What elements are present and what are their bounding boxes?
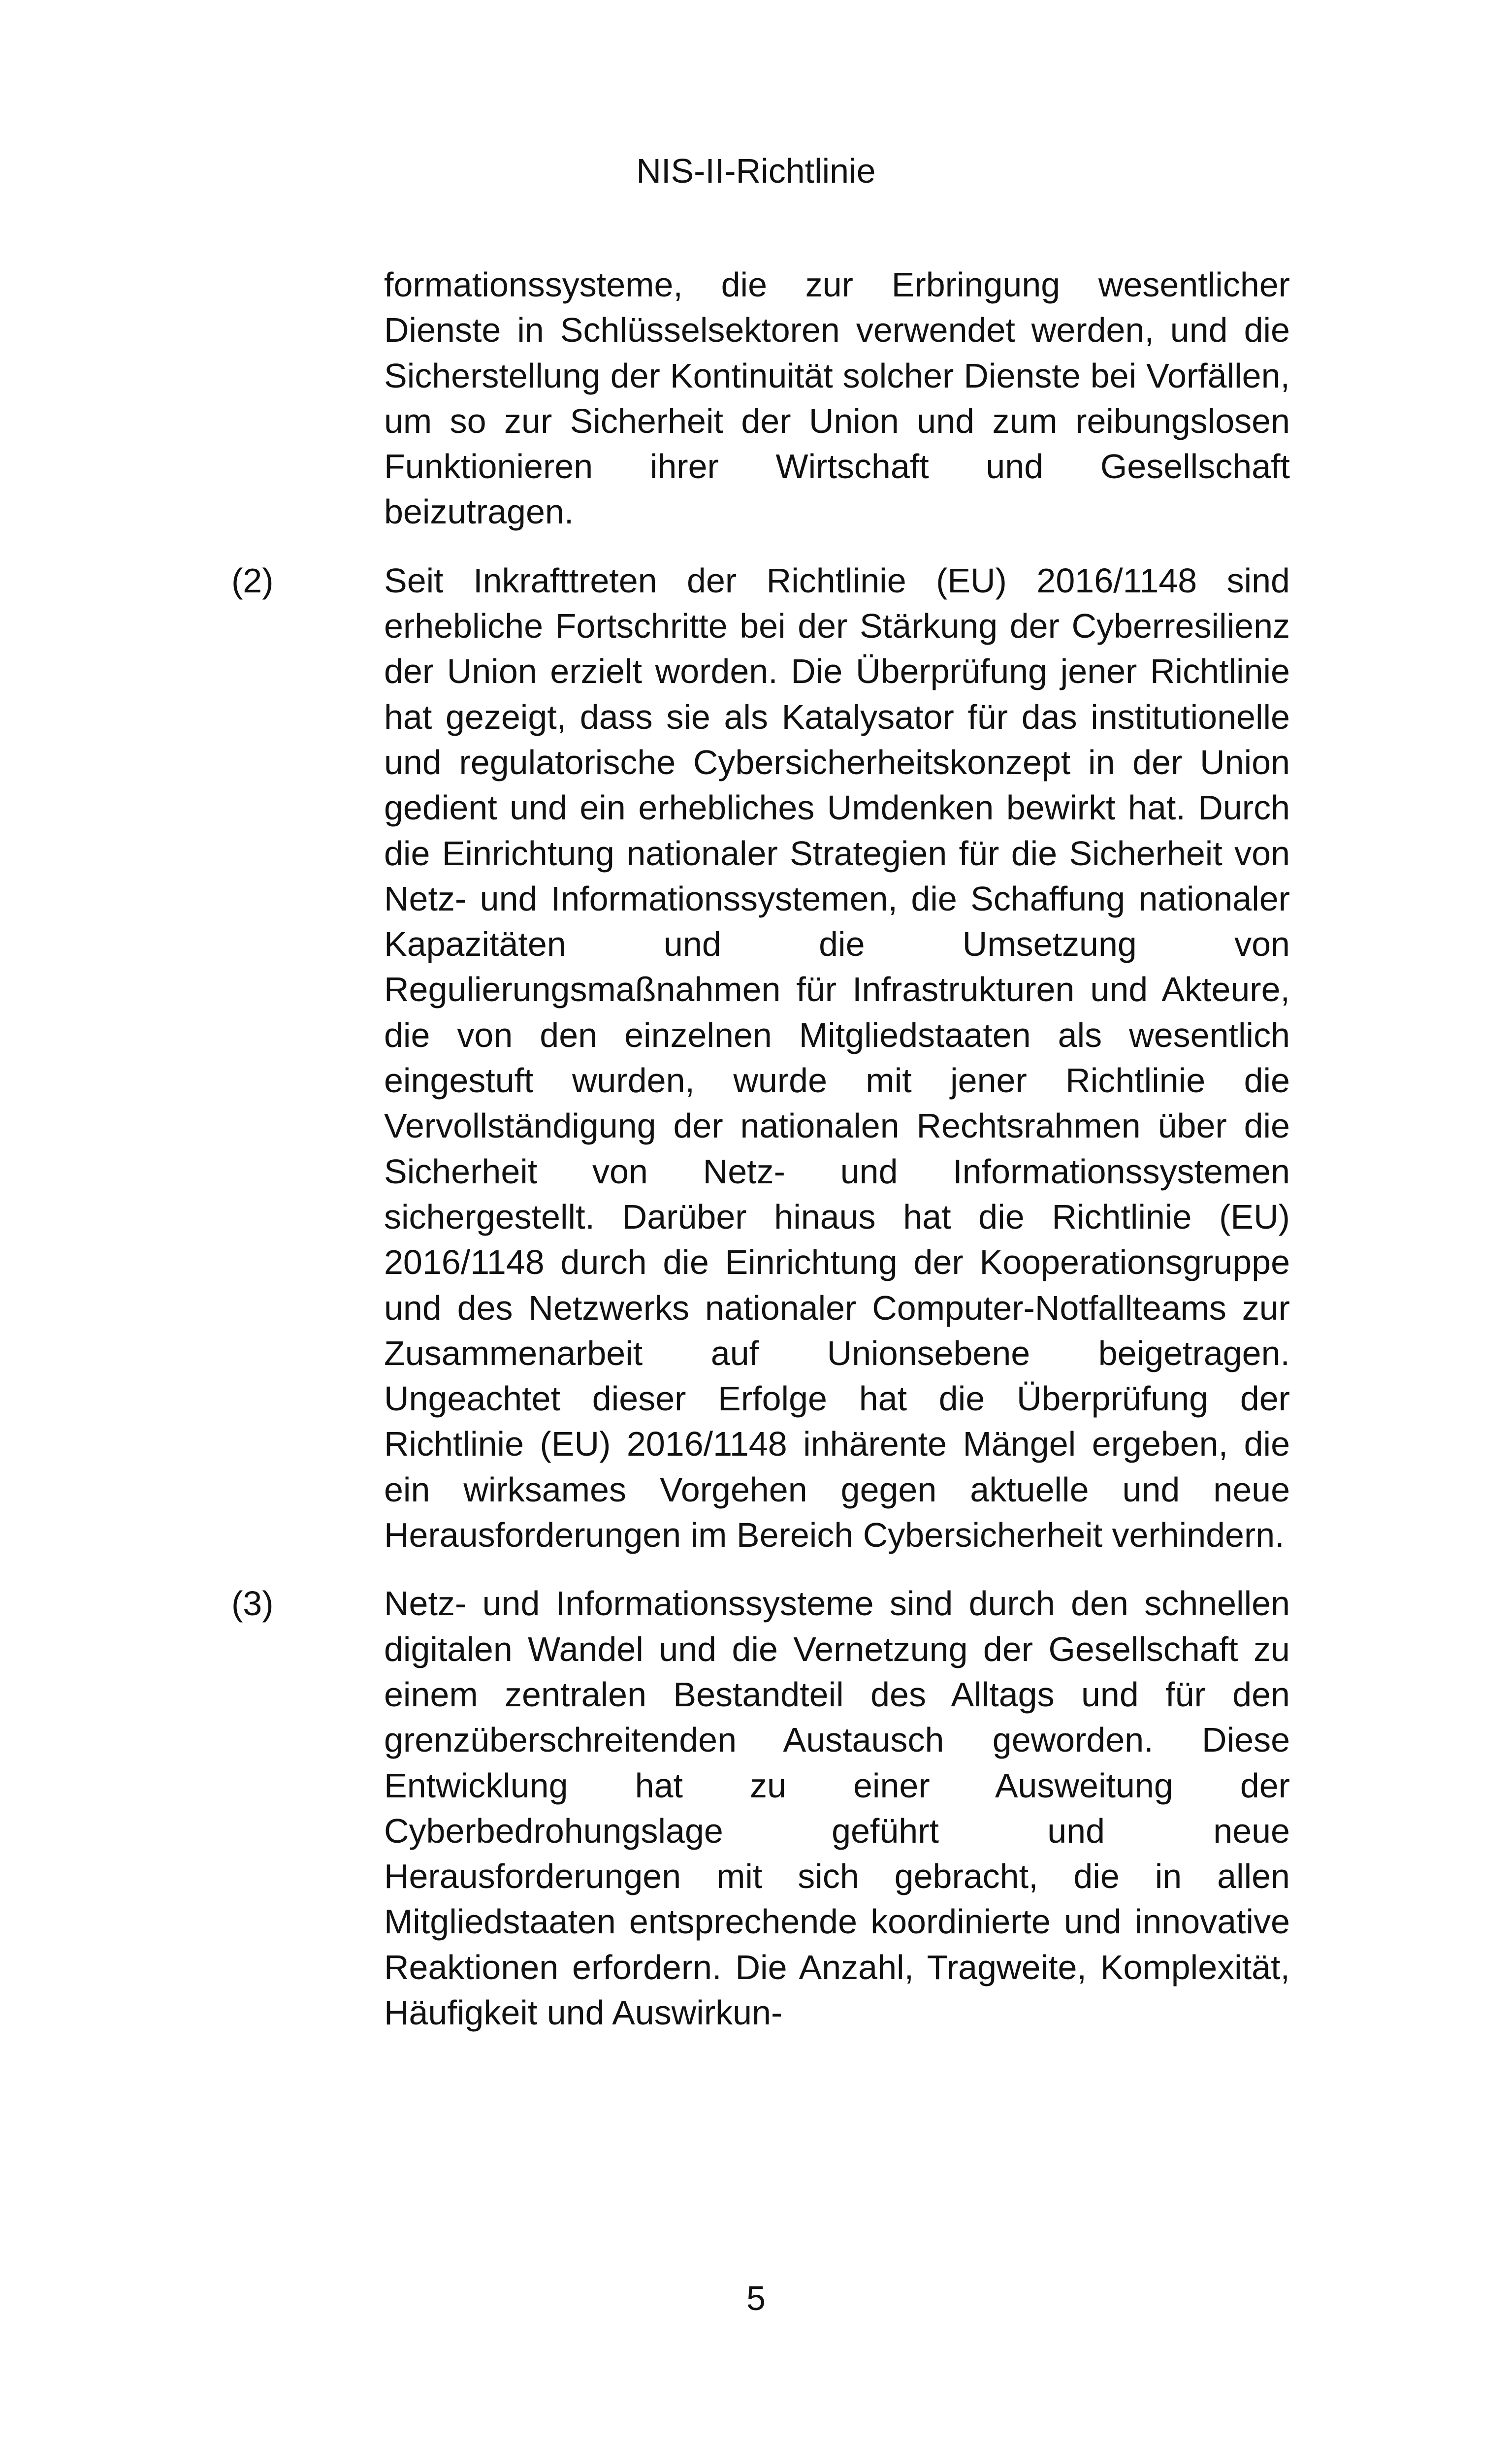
paragraph-3 — [231, 1581, 1290, 2035]
page-number: 5 — [746, 2279, 766, 2317]
running-header: NIS-II-Richtlinie — [636, 152, 876, 190]
paragraph-text: Netz- und Informationssysteme sind durch den schnellen digitalen Wandel und die Vernetzung der Gesellschaft zu einem zentralen Bestandteil des Alltags und für den grenzüberschreitenden Austausch geworden. Diese Entwicklung hat zu einer Ausweitung der Cyberbedrohungslage geführt und neue Herausforderungen mit sich gebracht, die in allen Mitgliedstaaten entsprechende koordinierte und innovative Reaktionen erfordern. Die Anzahl, Tragweite, Komplexität, Häufigkeit und Auswirkun- — [384, 1584, 1290, 2032]
paragraph-text: formationssysteme, die zur Erbringung wesentlicher Dienste in Schlüsselsektoren verwendet werden, und die Sicherstellung der Kontinuität solcher Dienste bei Vorfällen, um so zur Sicherheit der Union und zum reibungslosen Funktionieren ihrer Wirtschaft und Gesellschaft beizutragen. — [384, 265, 1290, 531]
paragraph-number: (2) — [231, 561, 274, 600]
paragraph-2 — [231, 558, 1290, 1558]
paragraph-text: Seit Inkrafttreten der Richtlinie (EU) 2016/1148 sind erhebliche Fortschritte bei der Stärkung der Cyberresilienz der Union erzielt worden. Die Überprüfung jener Richtlinie hat gezeigt, dass sie als Katalysator für das institutionelle und regulatorische Cybersicherheitskonzept in der Union gedient und ein erhebliches Umdenken bewirkt hat. Durch die Einrichtung nationaler Strategien für die Sicherheit von Netz- und Informationssystemen, die Schaffung nationaler Kapazitäten und die Umsetzung von Regulierungsmaßnahmen für Infrastrukturen und Akteure, die von den einzelnen Mitgliedstaaten als wesentlich eingestuft wurden, wurde mit jener Richtlinie die Vervollständigung der nationalen Rechtsrahmen über die Sicherheit von Netz- und Informationssystemen sichergestellt. Darüber hinaus hat die Richtlinie (EU) 2016/1148 durch die Einrichtung der Kooperationsgruppe und des Netzwerks nationaler Computer-Notfallteams zur Zusammenarbeit auf Unionsebene beigetragen. Ungeachtet dieser Erfolge hat die Überprüfung der Richtlinie (EU) 2016/1148 inhärente Mängel ergeben, die ein wirksames Vorgehen gegen aktuelle und neue Herausforderungen im Bereich Cybersicherheit verhindern. — [384, 561, 1290, 1555]
paragraph-number: (3) — [231, 1584, 274, 1623]
paragraph-continued — [231, 262, 1290, 535]
document-body — [231, 262, 1290, 2058]
